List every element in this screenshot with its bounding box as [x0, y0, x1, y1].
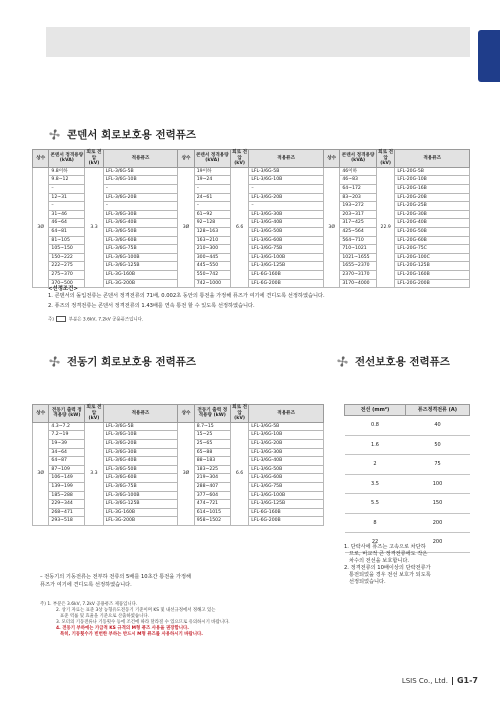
- fuse-cell: LFL-3/6G-50B: [249, 465, 324, 474]
- fuse-cell: –: [103, 202, 178, 211]
- motor-fuse-table: [32, 404, 324, 526]
- fuse-cell: LFL-3/6G-30B: [249, 448, 324, 457]
- fuse-cell: LFL-20G-200B: [395, 279, 470, 288]
- capacity-cell: 742~1000: [194, 279, 230, 288]
- fuse-cell: LFL-20G-5B: [395, 167, 470, 176]
- capacity-cell: 275~370: [49, 270, 85, 279]
- footnote-prefix: 주): [48, 317, 54, 323]
- phase-cell: 3Ø: [33, 422, 49, 525]
- capacity-cell: 425~564: [340, 227, 376, 236]
- fuse-cell: LFL-3/6G-5B: [103, 167, 178, 176]
- table-row: [345, 455, 470, 475]
- fuse-cell: LFL-3/6G-60B: [249, 474, 324, 483]
- col-header-fuse: 적용퓨즈: [103, 150, 178, 168]
- output-cell: 64~87: [49, 457, 85, 466]
- output-cell: 88~183: [194, 457, 230, 466]
- fuse-cell: LFL-3/6G-10B: [103, 431, 178, 440]
- capacity-cell: 2370~3170: [340, 270, 376, 279]
- fuse-cell: LFL-3/6G-5B: [249, 167, 324, 176]
- fuse-cell: LFL-3/6G-30B: [103, 210, 178, 219]
- capacity-cell: 445~550: [194, 262, 230, 271]
- page-number: G1-7: [456, 676, 478, 685]
- output-cell: 8.7~15: [194, 422, 230, 431]
- fuse-cell: LFL-3/6G-50B: [103, 465, 178, 474]
- capacity-cell: 370~500: [49, 279, 85, 288]
- wire-size-cell: 0.8: [345, 416, 406, 436]
- capacity-cell: 31~46: [49, 210, 85, 219]
- fuse-cell: LFL-6G-200B: [249, 279, 324, 288]
- capacity-cell: 46~83: [340, 176, 376, 185]
- shared-fuse-marker-icon: [56, 316, 66, 322]
- fuse-cell: LFL-3/6G-75B: [249, 482, 324, 491]
- fuse-cell: LFL-3/6G-40B: [103, 219, 178, 228]
- output-cell: 7.2~19: [49, 431, 85, 440]
- fuse-cell: LFL-3G-200B: [103, 279, 178, 288]
- phase-cell: 3Ø: [33, 167, 49, 287]
- table-row: [345, 494, 470, 514]
- wire-size-cell: 2: [345, 455, 406, 475]
- output-cell: 958~1502: [194, 517, 230, 526]
- output-cell: 377~604: [194, 491, 230, 500]
- fuse-cell: LFL-20G-10B: [395, 176, 470, 185]
- capacity-cell: 24~61: [194, 193, 230, 202]
- table-row: [345, 416, 470, 436]
- fuse-cell: LFL-3/6G-5B: [249, 422, 324, 431]
- fuse-rating-cell: 150: [406, 494, 470, 514]
- output-cell: 19~39: [49, 439, 85, 448]
- motor-footnote-4: 3. 모터의 기동전류나 기동횟수 등에 조건에 따라 달라질 수 있으므로 유의하시기 바랍니다.: [56, 620, 230, 625]
- output-cell: 219~304: [194, 474, 230, 483]
- fuse-cell: LFL-3/6G-10B: [103, 176, 178, 185]
- fuse-rating-cell: 200: [406, 533, 470, 553]
- fuse-cell: LFL-6G-200B: [249, 517, 324, 526]
- col-header-rated-capacity: 콘덴서 정격용량 (kVA): [194, 150, 230, 168]
- motor-note-2: 퓨즈가 여기에 견디도록 선정하였습니다.: [40, 582, 132, 588]
- wire-size-cell: 5.5: [345, 494, 406, 514]
- fuse-cell: LFL-3/6G-20B: [103, 439, 178, 448]
- motor-footnote-2: 2. 상기 자료는 표준 3상 농형유도전동기 기준이며 KS 및 내선규정에서 정해고 있는: [56, 608, 216, 613]
- capacity-cell: 300~445: [194, 253, 230, 262]
- fuse-cell: LFL-3G-200B: [103, 517, 178, 526]
- phase-cell: 3Ø: [178, 422, 194, 525]
- output-cell: 15~25: [194, 431, 230, 440]
- voltage-cell: 3.3: [85, 422, 103, 525]
- capacity-cell: 81~105: [49, 236, 85, 245]
- capacity-cell: 9.8~12: [49, 176, 85, 185]
- fuse-rating-cell: 100: [406, 474, 470, 494]
- capacity-cell: 163~210: [194, 236, 230, 245]
- col-header-rated-capacity: 콘덴서 정격용량 (kVA): [49, 150, 85, 168]
- fuse-cell: LFL-6G-160B: [249, 508, 324, 517]
- chapter-tab: [478, 30, 500, 82]
- capacity-cell: 83~203: [340, 193, 376, 202]
- capacity-cell: –: [194, 202, 230, 211]
- footer-divider: [452, 677, 453, 685]
- fuse-cell: LFL-3G-160B: [103, 508, 178, 517]
- voltage-cell: 22.9: [376, 167, 395, 287]
- fuse-cell: LFL-3/6G-60B: [103, 236, 178, 245]
- capacity-cell: 64~81: [49, 227, 85, 236]
- fuse-cell: LFL-20G-75C: [395, 245, 470, 254]
- capacitor-section-title: [48, 127, 196, 142]
- wire-size-cell: 22: [345, 533, 406, 553]
- output-cell: 614~1015: [194, 508, 230, 517]
- wire-size-cell: 8: [345, 513, 406, 533]
- fuse-cell: LFL-3/6G-100B: [103, 253, 178, 262]
- capacity-cell: 222~275: [49, 262, 85, 271]
- capacity-cell: 210~300: [194, 245, 230, 254]
- fuse-cell: LFL-3/6G-60B: [103, 474, 178, 483]
- capacitor-footnote: [48, 316, 143, 323]
- fuse-cell: –: [249, 202, 324, 211]
- fuse-rating-cell: 50: [406, 435, 470, 455]
- fuse-cell: LFL-20G-30B: [395, 210, 470, 219]
- col-header-phase: 상수: [178, 150, 194, 168]
- capacitor-note-2: 2. 퓨즈의 정격전류는 콘덴서 정격전류의 1.43배를 연속 통전 할 수 있도록 선정하였습니다.: [48, 303, 255, 309]
- wire-notes: [344, 544, 474, 586]
- motor-footnote-1: 주) 1. 부분은 3.6kV, 7.2kV 공용퓨즈 제품입니다.: [40, 602, 138, 607]
- section-title-text: 전선보호용 전력퓨즈: [355, 356, 450, 368]
- fuse-cell: –: [103, 184, 178, 193]
- capacity-cell: 61~92: [194, 210, 230, 219]
- capacity-cell: 46이하: [340, 167, 376, 176]
- col-header-phase: 상수: [323, 150, 339, 168]
- fan-icon: [48, 355, 61, 368]
- wire-note-line: 2. 정격전류의 10배이상의 단락전류가: [344, 565, 431, 571]
- capacity-cell: 64~172: [340, 184, 376, 193]
- fuse-rating-cell: 75: [406, 455, 470, 475]
- footnote-text: 부분은 3.6kV, 7.2kV 공용퓨즈입니다.: [68, 317, 144, 323]
- fuse-cell: LFL-3/6G-5B: [103, 422, 178, 431]
- capacitor-notes-heading: <선정조건>: [48, 286, 78, 292]
- fuse-rating-cell: 40: [406, 416, 470, 436]
- fuse-cell: –: [249, 184, 324, 193]
- col-header-phase: 상수: [33, 150, 49, 168]
- col-header-voltage: 회로 전압 (kV): [86, 150, 102, 167]
- fuse-cell: LFL-3/6G-50B: [103, 227, 178, 236]
- fuse-cell: LFL-3/6G-50B: [249, 227, 324, 236]
- fuse-cell: LFL-20G-100C: [395, 253, 470, 262]
- output-cell: 185~288: [49, 491, 85, 500]
- wire-size-cell: 1.6: [345, 435, 406, 455]
- fuse-cell: LFL-20G-60B: [395, 236, 470, 245]
- fuse-cell: LFL-3/6G-125B: [103, 262, 178, 271]
- capacity-cell: 92~128: [194, 219, 230, 228]
- col-header-fuse: 적용퓨즈: [249, 150, 324, 168]
- fuse-cell: LFL-20G-50B: [395, 227, 470, 236]
- output-cell: 229~344: [49, 500, 85, 509]
- output-cell: 183~225: [194, 465, 230, 474]
- col-header-fuse: 적용퓨즈: [103, 405, 178, 423]
- col-header-voltage: 회로 전압 (kV): [232, 405, 248, 422]
- fuse-cell: LFL-3/6G-125B: [103, 500, 178, 509]
- col-header-fuse-rating: 퓨즈정격전류 (A): [406, 405, 470, 416]
- motor-footnote-3: 표준 역률 및 효율을 기준으로 산출하였습니다.: [60, 614, 149, 619]
- phase-cell: 3Ø: [323, 167, 339, 287]
- fuse-cell: LFL-6G-160B: [249, 270, 324, 279]
- voltage-cell: 3.3: [85, 167, 103, 287]
- fuse-cell: LFL-3/6G-20B: [249, 193, 324, 202]
- fuse-cell: LFL-3/6G-100B: [249, 491, 324, 500]
- output-cell: 65~88: [194, 448, 230, 457]
- col-header-wire: 전선 (mm²): [345, 405, 406, 416]
- output-cell: 288~407: [194, 482, 230, 491]
- fuse-cell: LFL-3/6G-40B: [249, 457, 324, 466]
- voltage-cell: 6.6: [230, 422, 248, 525]
- motor-note-1: – 전동기의 기동전류는 전부하 전류의 5배를 10초간 통전을 가정해: [40, 574, 191, 580]
- capacity-cell: 317~425: [340, 219, 376, 228]
- capacity-cell: 564~710: [340, 236, 376, 245]
- capacity-cell: 12~31: [49, 193, 85, 202]
- company-name: LSIS Co., Ltd.: [401, 676, 448, 685]
- wire-note-line: 차수의 전선을 보호합니다.: [344, 558, 410, 564]
- fuse-cell: LFL-3G-160B: [103, 270, 178, 279]
- output-cell: 293~518: [49, 517, 85, 526]
- output-cell: 25~65: [194, 439, 230, 448]
- fuse-cell: LFL-3/6G-125B: [249, 500, 324, 509]
- col-header-voltage: 회로 전압 (kV): [86, 405, 102, 422]
- fuse-cell: LFL-3/6G-40B: [103, 457, 178, 466]
- capacity-cell: 1021~1655: [340, 253, 376, 262]
- fuse-cell: LFL-3/6G-100B: [249, 253, 324, 262]
- fuse-cell: LFL-20G-160B: [395, 270, 470, 279]
- capacity-cell: –: [49, 184, 85, 193]
- output-cell: 4.3~7.2: [49, 422, 85, 431]
- wire-size-cell: 3.5: [345, 474, 406, 494]
- fuse-cell: LFL-3/6G-40B: [249, 219, 324, 228]
- page-footer: [402, 676, 478, 685]
- output-cell: 106~149: [49, 474, 85, 483]
- fan-icon: [48, 128, 61, 141]
- table-row: [33, 167, 470, 176]
- col-header-rated-capacity: 콘덴서 정격용량 (kVA): [340, 150, 376, 168]
- col-header-phase: 상수: [33, 405, 49, 423]
- col-header-rated-output: 전동기 출력 정격용량 (kW): [194, 405, 230, 423]
- capacity-cell: 105~150: [49, 245, 85, 254]
- fuse-cell: LFL-3/6G-100B: [103, 491, 178, 500]
- output-cell: 139~199: [49, 482, 85, 491]
- capacity-cell: 46~64: [49, 219, 85, 228]
- table-row: [345, 513, 470, 533]
- phase-cell: 3Ø: [178, 167, 194, 287]
- capacitor-fuse-table: [32, 149, 470, 288]
- capacitor-note-1: 1. 콘덴서의 돌입전류는 콘덴서 정격전류의 71배, 0.002초 동안의 통전을 가정해 퓨즈가 여기에 견디도록 선정하였습니다.: [48, 293, 325, 299]
- fuse-cell: LFL-20G-40B: [395, 219, 470, 228]
- col-header-fuse: 적용퓨즈: [395, 150, 470, 168]
- wire-note-line: 선정되었습니다.: [344, 579, 386, 585]
- wire-note-line: 1. 단락사에 퓨즈는 고속으로 차단하: [344, 544, 426, 550]
- fuse-cell: LFL-20G-16B: [395, 184, 470, 193]
- fuse-cell: LFL-3/6G-10B: [249, 431, 324, 440]
- table-row: [345, 435, 470, 455]
- output-cell: 34~64: [49, 448, 85, 457]
- capacity-cell: 203~317: [340, 210, 376, 219]
- wire-section-title: [336, 354, 450, 369]
- section-title-text: 콘덴서 회로보호용 전력퓨즈: [67, 129, 197, 141]
- table-row: [345, 474, 470, 494]
- capacity-cell: 128~163: [194, 227, 230, 236]
- voltage-cell: 6.6: [230, 167, 248, 287]
- capacity-cell: 193~272: [340, 202, 376, 211]
- col-header-fuse: 적용퓨즈: [249, 405, 324, 423]
- col-header-rated-output: 전동기 출력 정격용량 (kW): [49, 405, 85, 423]
- col-header-phase: 상수: [178, 405, 194, 423]
- fuse-cell: LFL-3/6G-75B: [249, 245, 324, 254]
- capacity-cell: 19~24: [194, 176, 230, 185]
- fuse-cell: LFL-20G-125B: [395, 262, 470, 271]
- capacity-cell: 550~742: [194, 270, 230, 279]
- capacity-cell: –: [194, 184, 230, 193]
- fuse-cell: LFL-3/6G-125B: [249, 262, 324, 271]
- fuse-cell: LFL-3/6G-20B: [103, 193, 178, 202]
- fan-icon: [336, 355, 349, 368]
- fuse-cell: LFL-20G-20B: [395, 193, 470, 202]
- fuse-cell: LFL-3/6G-20B: [249, 439, 324, 448]
- wire-note-line: 통전되었을 경우 전선 보호가 되도록: [344, 572, 431, 578]
- motor-section-title: [48, 354, 196, 369]
- fuse-cell: LFL-3/6G-30B: [249, 210, 324, 219]
- wire-fuse-table: [344, 404, 470, 553]
- capacity-cell: 9.8이하: [49, 167, 85, 176]
- fuse-cell: LFL-3/6G-75B: [103, 245, 178, 254]
- output-cell: 87~109: [49, 465, 85, 474]
- motor-footnote-5: 4. 전동기 부하에는 가급적 KS 규격의 M형 퓨즈 사용을 권장합니다.: [56, 626, 189, 631]
- table-row: [33, 422, 324, 431]
- motor-footnote-6: 특히, 기동횟수가 빈번한 부하는 반드시 M형 퓨즈를 사용하시기 바랍니다.: [60, 632, 203, 637]
- capacity-cell: 150~222: [49, 253, 85, 262]
- fuse-cell: LFL-3/6G-75B: [103, 482, 178, 491]
- capacity-cell: –: [49, 202, 85, 211]
- capacity-cell: 19이하: [194, 167, 230, 176]
- output-cell: 474~721: [194, 500, 230, 509]
- fuse-cell: LFL-3/6G-10B: [249, 176, 324, 185]
- capacity-cell: 1655~2370: [340, 262, 376, 271]
- fuse-cell: LFL-20G-25B: [395, 202, 470, 211]
- col-header-voltage: 회로 전압 (kV): [232, 150, 248, 167]
- wire-note-line: 므로, 비교적 큰 정격전류에도 작은: [344, 551, 428, 557]
- output-cell: 268~471: [49, 508, 85, 517]
- header-band: [46, 27, 470, 57]
- section-title-text: 전동기 회로보호용 전력퓨즈: [67, 356, 197, 368]
- fuse-cell: LFL-3/6G-30B: [103, 448, 178, 457]
- capacity-cell: 3170~4000: [340, 279, 376, 288]
- fuse-cell: LFL-3/6G-60B: [249, 236, 324, 245]
- col-header-voltage: 회로 전압 (kV): [378, 150, 394, 167]
- capacity-cell: 710~1021: [340, 245, 376, 254]
- fuse-rating-cell: 200: [406, 513, 470, 533]
